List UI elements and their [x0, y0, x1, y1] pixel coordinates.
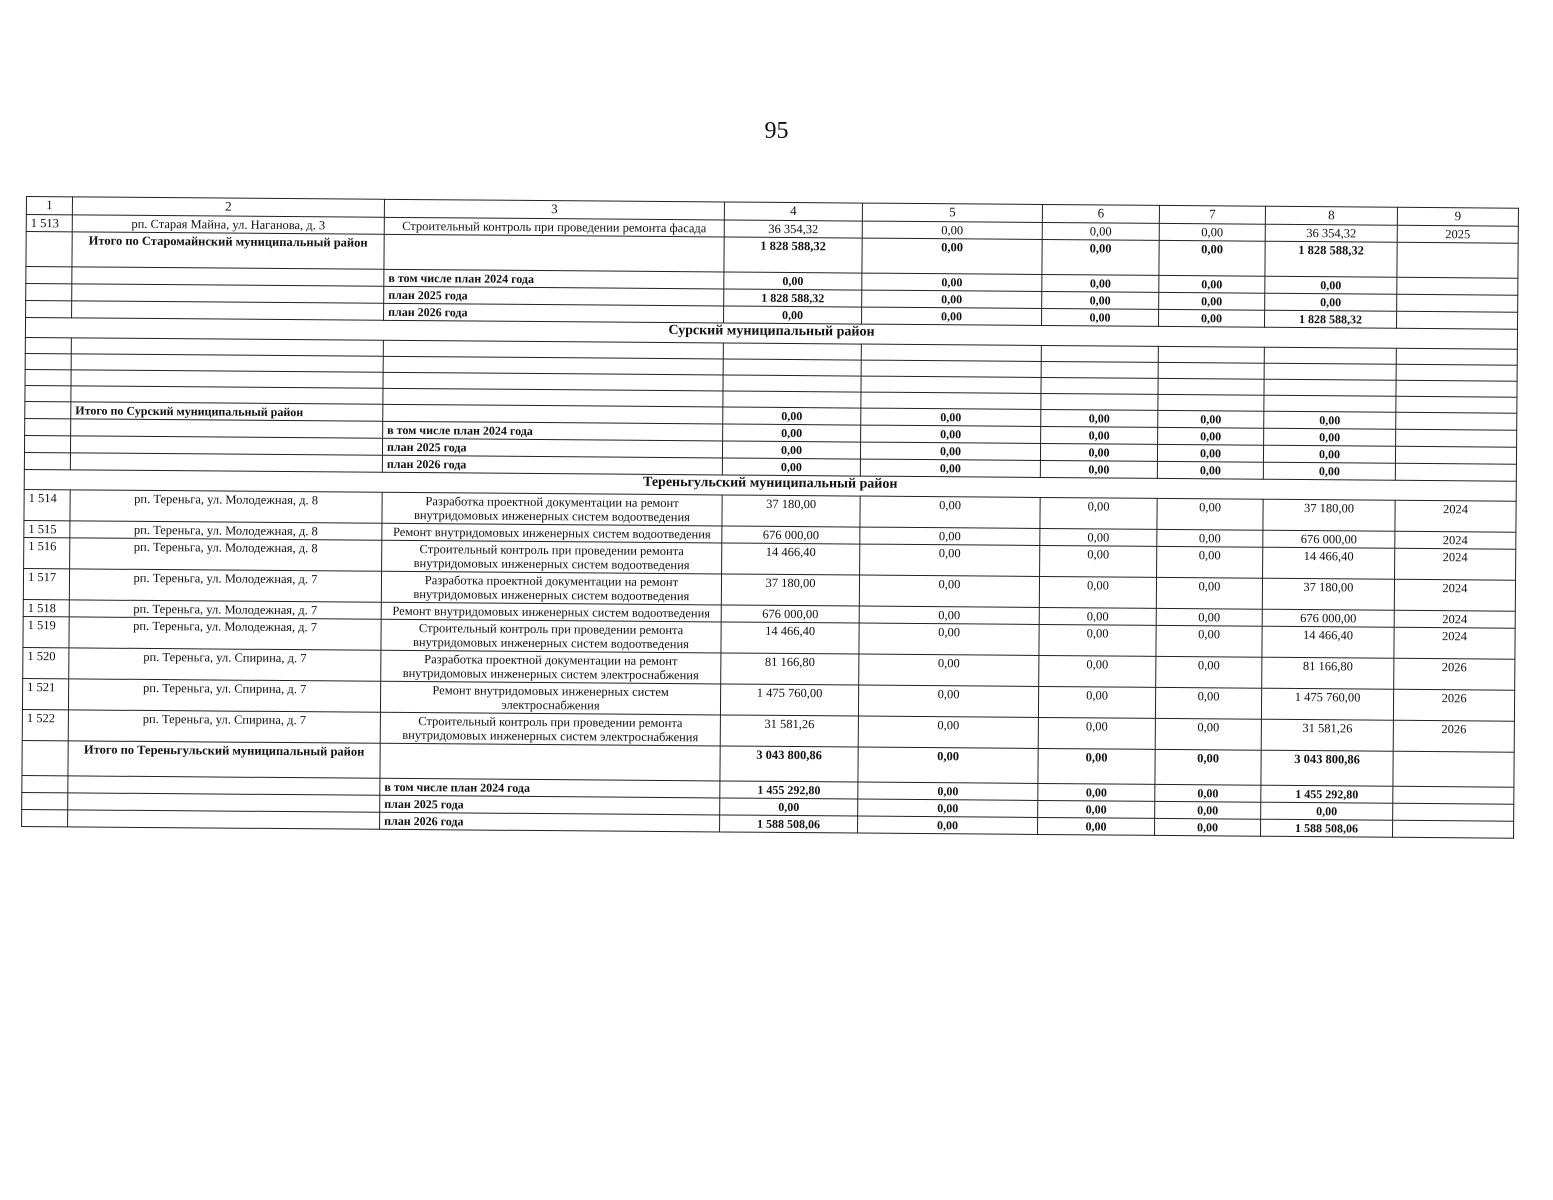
- amount-cell: 0,00: [1038, 717, 1155, 749]
- amount-cell: 0,00: [862, 307, 1042, 325]
- amount-cell: 0,00: [1039, 624, 1156, 656]
- amount-cell: 0,00: [1038, 748, 1155, 784]
- amount-cell: 0,00: [862, 238, 1042, 274]
- amount-cell: 0,00: [1159, 275, 1265, 293]
- total-label: Итого по Тереньгульский муниципальный район: [68, 741, 380, 778]
- section-title: Сурский муниципальный район: [25, 318, 1517, 350]
- row-number: 1 519: [23, 616, 69, 647]
- amount-cell: 0,00: [1039, 655, 1156, 687]
- amount-cell: 0,00: [1157, 546, 1263, 578]
- row-number: 1 520: [23, 647, 69, 678]
- amount-cell: 0,00: [861, 408, 1041, 426]
- amount-cell: 0,00: [723, 407, 861, 425]
- amount-cell: 0,00: [858, 782, 1038, 800]
- amount-cell: 0,00: [1157, 444, 1263, 462]
- amount-cell: 0,00: [1158, 410, 1264, 428]
- amount-cell: 0,00: [1155, 718, 1261, 750]
- address-cell: рп. Тереньга, ул. Молодежная, д. 7: [69, 569, 381, 602]
- year-cell: 2024: [1395, 548, 1516, 580]
- amount-cell: 0,00: [1042, 222, 1159, 240]
- amount-cell: 0,00: [862, 290, 1042, 308]
- amount-cell: 0,00: [1159, 292, 1265, 310]
- plan-label: план 2025 года: [384, 286, 724, 306]
- amount-cell: 0,00: [1263, 462, 1395, 480]
- plan-label: план 2025 года: [380, 795, 720, 815]
- page-number: 95: [764, 118, 789, 144]
- amount-cell: 0,00: [1265, 276, 1397, 294]
- row-number: 1 517: [23, 568, 69, 599]
- amount-cell: 676 000,00: [1262, 609, 1394, 627]
- amount-cell: 0,00: [1264, 411, 1396, 429]
- amount-cell: 0,00: [859, 623, 1039, 655]
- amount-cell: 0,00: [858, 747, 1038, 783]
- terengul-rows: [22, 489, 1516, 752]
- row-number: 1 518: [23, 599, 69, 616]
- address-cell: рп. Тереньга, ул. Молодежная, д. 8: [70, 538, 382, 571]
- amount-cell: 0,00: [723, 424, 861, 442]
- amount-cell: 0,00: [859, 606, 1039, 624]
- amount-cell: 1 828 588,32: [724, 237, 862, 273]
- amount-cell: 0,00: [1264, 428, 1396, 446]
- amount-cell: 0,00: [1159, 223, 1265, 241]
- amount-cell: 0,00: [1155, 818, 1261, 836]
- amount-cell: 1 588 508,06: [720, 815, 858, 833]
- amount-cell: 0,00: [860, 544, 1040, 576]
- amount-cell: 1 455 292,80: [1261, 785, 1393, 803]
- amount-cell: 0,00: [862, 221, 1042, 239]
- column-number: 6: [1042, 204, 1159, 223]
- plan-label: план 2026 года: [384, 303, 724, 323]
- row-number: 1 513: [26, 215, 72, 232]
- address-cell: рп. Тереньга, ул. Спирина, д. 7: [68, 710, 380, 743]
- amount-cell: 0,00: [1156, 577, 1262, 609]
- document-table-wrapper: [21, 196, 1518, 839]
- year-cell: 2024: [1395, 500, 1516, 532]
- amount-cell: 0,00: [1156, 608, 1262, 626]
- year-cell: 2024: [1394, 627, 1515, 659]
- amount-cell: 0,00: [1158, 427, 1264, 445]
- column-number: 2: [72, 197, 384, 217]
- amount-cell: 0,00: [862, 273, 1042, 291]
- address-cell: рп. Тереньга, ул. Спирина, д. 7: [68, 679, 380, 712]
- amount-cell: 0,00: [1038, 817, 1155, 835]
- address-cell: рп. Тереньга, ул. Молодежная, д. 8: [70, 490, 382, 523]
- row-number: 1 514: [24, 489, 70, 520]
- amount-cell: 0,00: [858, 716, 1038, 748]
- work-type-cell: Разработка проектной документации на ремонт внутридомовых инженерных систем водоотведения: [381, 571, 721, 605]
- amount-cell: 0,00: [861, 425, 1041, 443]
- address-cell: рп. Тереньга, ул. Спирина, д. 7: [69, 648, 381, 681]
- plan-label: план 2026 года: [382, 455, 722, 475]
- amount-cell: 81 166,80: [721, 653, 859, 685]
- amount-cell: 36 354,32: [724, 220, 862, 238]
- amount-cell: 0,00: [1040, 460, 1157, 478]
- work-type-cell: Строительный контроль при проведении ремонта внутридомовых инженерных систем водоотведения: [382, 540, 722, 574]
- year-cell: 2024: [1395, 531, 1516, 549]
- amount-cell: 14 466,40: [1263, 547, 1395, 579]
- amount-cell: 1 828 588,32: [1265, 241, 1397, 277]
- row-number: 1 515: [24, 520, 70, 537]
- amount-cell: 14 466,40: [721, 622, 859, 654]
- amount-cell: 0,00: [858, 799, 1038, 817]
- amount-cell: 0,00: [1159, 309, 1265, 327]
- column-number: 8: [1265, 206, 1397, 225]
- amount-cell: 0,00: [1157, 461, 1263, 479]
- amount-cell: 0,00: [724, 272, 862, 290]
- amount-cell: 0,00: [1157, 498, 1263, 530]
- amount-cell: 0,00: [1155, 784, 1261, 802]
- amount-cell: 37 180,00: [721, 574, 859, 606]
- column-number: 4: [724, 202, 862, 221]
- amount-cell: 0,00: [1040, 528, 1157, 546]
- amount-cell: 0,00: [859, 575, 1039, 607]
- column-number: 7: [1159, 205, 1265, 224]
- amount-cell: 0,00: [724, 306, 862, 324]
- amount-cell: 0,00: [1040, 545, 1157, 577]
- amount-cell: 0,00: [1038, 800, 1155, 818]
- amount-cell: 3 043 800,86: [720, 746, 858, 782]
- address-cell: рп. Старая Майна, ул. Наганова, д. 3: [72, 215, 384, 234]
- plan-label: в том числе план 2024 года: [384, 269, 724, 289]
- year-cell: 2024: [1394, 579, 1515, 611]
- row-number: 1 521: [22, 678, 68, 709]
- amount-cell: 0,00: [722, 458, 860, 476]
- row-number: 1 522: [22, 709, 68, 740]
- column-number: 3: [384, 199, 724, 220]
- address-cell: рп. Тереньга, ул. Молодежная, д. 8: [70, 521, 382, 540]
- amount-cell: 0,00: [859, 654, 1039, 686]
- year-cell: 2026: [1394, 658, 1515, 690]
- amount-cell: 0,00: [1039, 576, 1156, 608]
- amount-cell: 0,00: [1038, 686, 1155, 718]
- plan-label: в том числе план 2024 года: [380, 778, 720, 798]
- amount-cell: 0,00: [860, 459, 1040, 477]
- amount-cell: 0,00: [1040, 497, 1157, 529]
- amount-cell: 0,00: [860, 527, 1040, 545]
- amount-cell: 0,00: [1159, 240, 1265, 276]
- amount-cell: 31 581,26: [720, 715, 858, 747]
- amount-cell: 676 000,00: [722, 526, 860, 544]
- year-cell: 2026: [1393, 689, 1514, 721]
- work-type-cell: Разработка проектной документации на ремонт внутридомовых инженерных систем электроснабжения: [381, 650, 721, 684]
- amount-cell: 1 455 292,80: [720, 781, 858, 799]
- amount-cell: 37 180,00: [722, 495, 860, 527]
- amount-cell: 14 466,40: [722, 543, 860, 575]
- amount-cell: 1 475 760,00: [720, 684, 858, 716]
- row-number: 1 516: [24, 537, 70, 568]
- amount-cell: 0,00: [1039, 607, 1156, 625]
- year-cell: 2026: [1393, 720, 1514, 752]
- amount-cell: 0,00: [1041, 426, 1158, 444]
- amount-cell: 1 475 760,00: [1261, 688, 1393, 720]
- amount-cell: 36 354,32: [1265, 224, 1397, 242]
- amount-cell: 37 180,00: [1262, 578, 1394, 610]
- amount-cell: 0,00: [1261, 802, 1393, 820]
- work-type-cell: Разработка проектной документации на ремонт внутридомовых инженерных систем водоотведения: [382, 492, 722, 526]
- amount-cell: 1 588 508,06: [1261, 819, 1393, 837]
- amount-cell: 1 828 588,32: [724, 289, 862, 307]
- amount-cell: 1 828 588,32: [1265, 310, 1397, 328]
- amount-cell: 0,00: [858, 816, 1038, 834]
- work-type-cell: Ремонт внутридомовых инженерных систем электроснабжения: [380, 681, 720, 715]
- work-type-cell: Ремонт внутридомовых инженерных систем водоотведения: [381, 602, 721, 622]
- amount-cell: 0,00: [720, 798, 858, 816]
- plan-label: план 2026 года: [380, 812, 720, 832]
- amount-cell: 0,00: [1156, 656, 1262, 688]
- amount-cell: 0,00: [1042, 274, 1159, 292]
- amount-cell: 0,00: [1263, 445, 1395, 463]
- amount-cell: 0,00: [1265, 293, 1397, 311]
- amount-cell: 0,00: [722, 441, 860, 459]
- column-number: 1: [26, 197, 72, 215]
- amount-cell: 0,00: [860, 442, 1040, 460]
- address-cell: рп. Тереньга, ул. Молодежная, д. 7: [69, 600, 381, 619]
- amount-cell: 0,00: [1157, 529, 1263, 547]
- amount-cell: 0,00: [1042, 239, 1159, 275]
- plan-label: план 2025 года: [382, 438, 722, 458]
- address-cell: рп. Тереньга, ул. Молодежная, д. 7: [69, 617, 381, 650]
- work-type-cell: Ремонт внутридомовых инженерных систем водоотведения: [382, 523, 722, 543]
- total-label: Итого по Старомайнский муниципальный район: [72, 232, 384, 269]
- amount-cell: 0,00: [1155, 749, 1261, 785]
- amount-cell: 0,00: [1042, 308, 1159, 326]
- amount-cell: 676 000,00: [1263, 530, 1395, 548]
- amount-cell: 14 466,40: [1262, 626, 1394, 658]
- repair-program-table: [21, 196, 1519, 839]
- amount-cell: 0,00: [860, 496, 1040, 528]
- plan-label: в том числе план 2024 года: [383, 421, 723, 441]
- amount-cell: 0,00: [1041, 409, 1158, 427]
- work-type-cell: Строительный контроль при проведении ремонта внутридомовых инженерных систем электроснабжения: [380, 712, 720, 746]
- section-title: Тереньгульский муниципальный район: [24, 469, 1516, 501]
- amount-cell: 3 043 800,86: [1261, 750, 1393, 786]
- amount-cell: 676 000,00: [721, 605, 859, 623]
- amount-cell: 0,00: [858, 685, 1038, 717]
- amount-cell: 37 180,00: [1263, 499, 1395, 531]
- amount-cell: 0,00: [1156, 625, 1262, 657]
- year-cell: 2024: [1394, 610, 1515, 628]
- work-type-cell: Строительный контроль при проведении ремонта фасада: [384, 217, 724, 237]
- amount-cell: 31 581,26: [1261, 719, 1393, 751]
- column-number: 5: [862, 203, 1042, 222]
- amount-cell: 0,00: [1038, 783, 1155, 801]
- amount-cell: 0,00: [1042, 291, 1159, 309]
- amount-cell: 0,00: [1155, 801, 1261, 819]
- year-cell: 2025: [1397, 225, 1518, 243]
- amount-cell: 0,00: [1155, 687, 1261, 719]
- amount-cell: 0,00: [1040, 443, 1157, 461]
- column-number: 9: [1397, 207, 1518, 226]
- total-label: Итого по Сурский муниципальный район: [71, 402, 383, 421]
- amount-cell: 81 166,80: [1262, 657, 1394, 689]
- work-type-cell: Строительный контроль при проведении ремонта внутридомовых инженерных систем водоотведения: [381, 619, 721, 653]
